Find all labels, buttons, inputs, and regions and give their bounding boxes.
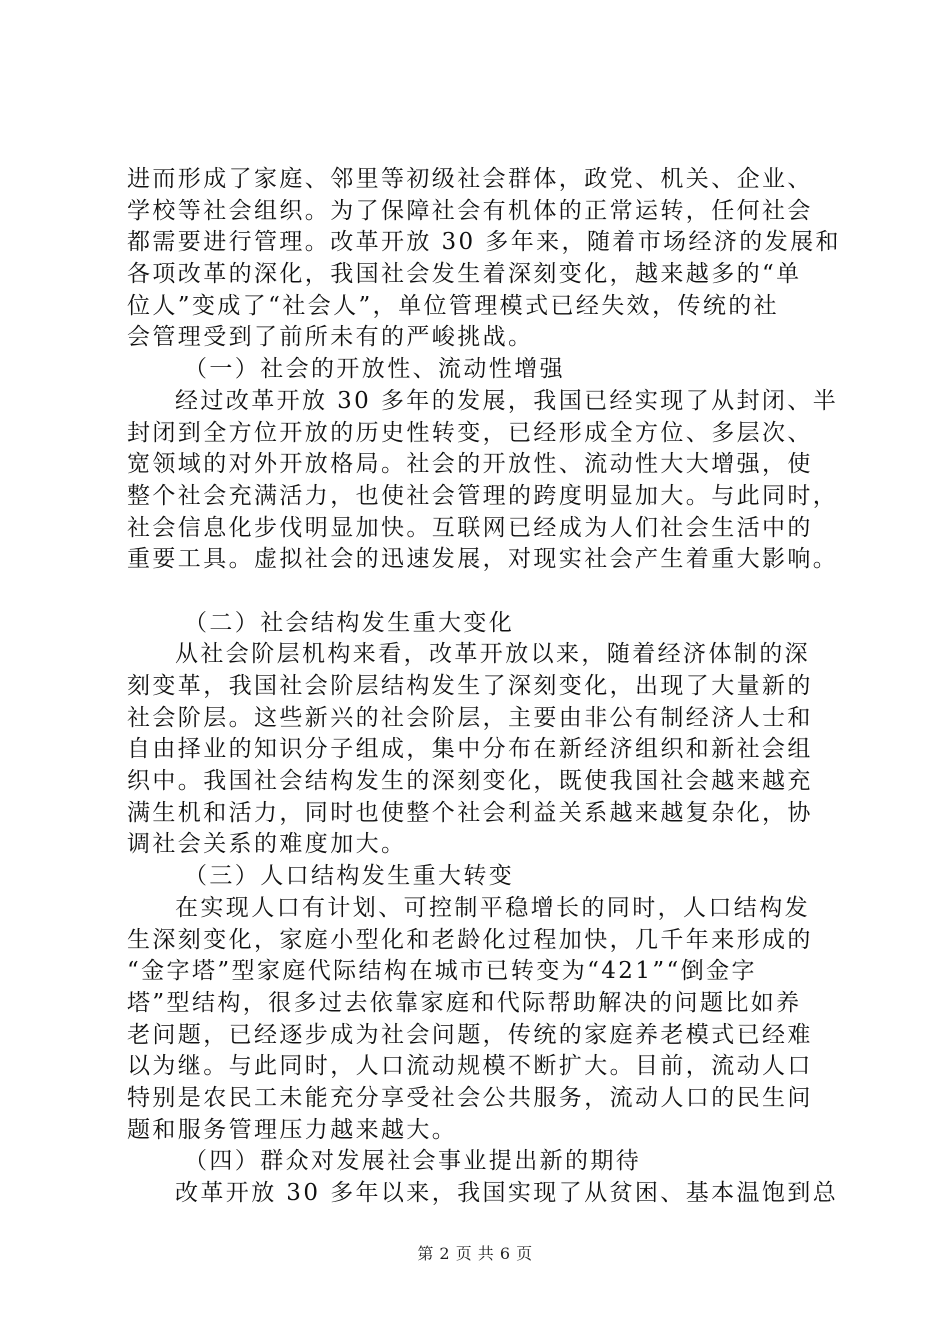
text-line: 老问题，已经逐步成为社会问题，传统的家庭养老模式已经难 [127, 1021, 813, 1048]
text-line: 以为继。与此同时，人口流动规模不断扩大。目前，流动人口 [127, 1053, 813, 1080]
text-line: 都需要进行管理。改革开放 30 多年来，随着市场经济的发展和 [127, 229, 841, 256]
text-line: 织中。我国社会结构发生的深刻变化，既使我国社会越来越充 [127, 768, 813, 795]
document-body [127, 164, 841, 1210]
page-number-footer: 第 2 页 共 6 页 [417, 1244, 533, 1263]
section-heading-2: （二）社会结构发生重大变化 [184, 609, 515, 636]
text-line: 生深刻变化，家庭小型化和老龄化过程加快，几千年来形成的 [127, 926, 813, 953]
section-heading-4: （四）群众对发展社会事业提出新的期待 [184, 1148, 642, 1175]
section-heading-1: （一）社会的开放性、流动性增强 [184, 356, 565, 383]
text-line: 从社会阶层机构来看，改革开放以来，随着经济体制的深 [175, 641, 810, 668]
section-heading-3: （三）人口结构发生重大转变 [184, 863, 515, 890]
paragraph-gap [127, 576, 832, 608]
text-line: 特别是农民工未能充分享受社会公共服务，流动人口的民生问 [127, 1084, 813, 1111]
text-line: 塔”型结构，很多过去依靠家庭和代际帮助解决的问题比如养 [127, 989, 802, 1016]
text-line: 满生机和活力，同时也使整个社会利益关系越来越复杂化，协 [127, 799, 813, 826]
text-line: 题和服务管理压力越来越大。 [127, 1116, 458, 1143]
text-line: 整个社会充满活力，也使社会管理的跨度明显加大。与此同时， [127, 482, 839, 509]
text-line: 进而形成了家庭、邻里等初级社会群体，政党、机关、企业、 [127, 166, 813, 192]
text-line: 宽领域的对外开放格局。社会的开放性、流动性大大增强，使 [127, 451, 813, 478]
text-line: 位人”变成了“社会人”，单位管理模式已经失效，传统的社 [127, 292, 780, 319]
text-line: 在实现人口有计划、可控制平稳增长的同时，人口结构发 [175, 894, 810, 921]
text-line: 刻变革，我国社会阶层结构发生了深刻变化，出现了大量新的 [127, 673, 813, 699]
text-line: 重要工具。虚拟社会的迅速发展，对现实社会产生着重大影响。 [127, 546, 839, 573]
text-line: 社会阶层。这些新兴的社会阶层，主要由非公有制经济人士和 [127, 704, 813, 731]
text-line: 会管理受到了前所未有的严峻挑战。 [127, 324, 534, 351]
text-line: 社会信息化步伐明显加快。互联网已经成为人们社会生活中的 [127, 514, 813, 541]
text-line: 调社会关系的难度加大。 [127, 831, 407, 858]
text-line: 自由择业的知识分子组成，集中分布在新经济组织和新社会组 [127, 736, 813, 763]
text-line: 经过改革开放 30 多年的发展，我国已经实现了从封闭、半 [175, 387, 839, 414]
text-line: “金字塔”型家庭代际结构在城市已转变为“421”“倒金字 [127, 958, 757, 985]
text-line: 封闭到全方位开放的历史性转变，已经形成全方位、多层次、 [127, 419, 813, 446]
text-line: 各项改革的深化，我国社会发生着深刻变化，越来越多的“单 [127, 261, 802, 288]
text-line: 改革开放 30 多年以来，我国实现了从贫困、基本温饱到总 [175, 1180, 839, 1206]
text-line: 学校等社会组织。为了保障社会有机体的正常运转，任何社会 [127, 197, 813, 224]
